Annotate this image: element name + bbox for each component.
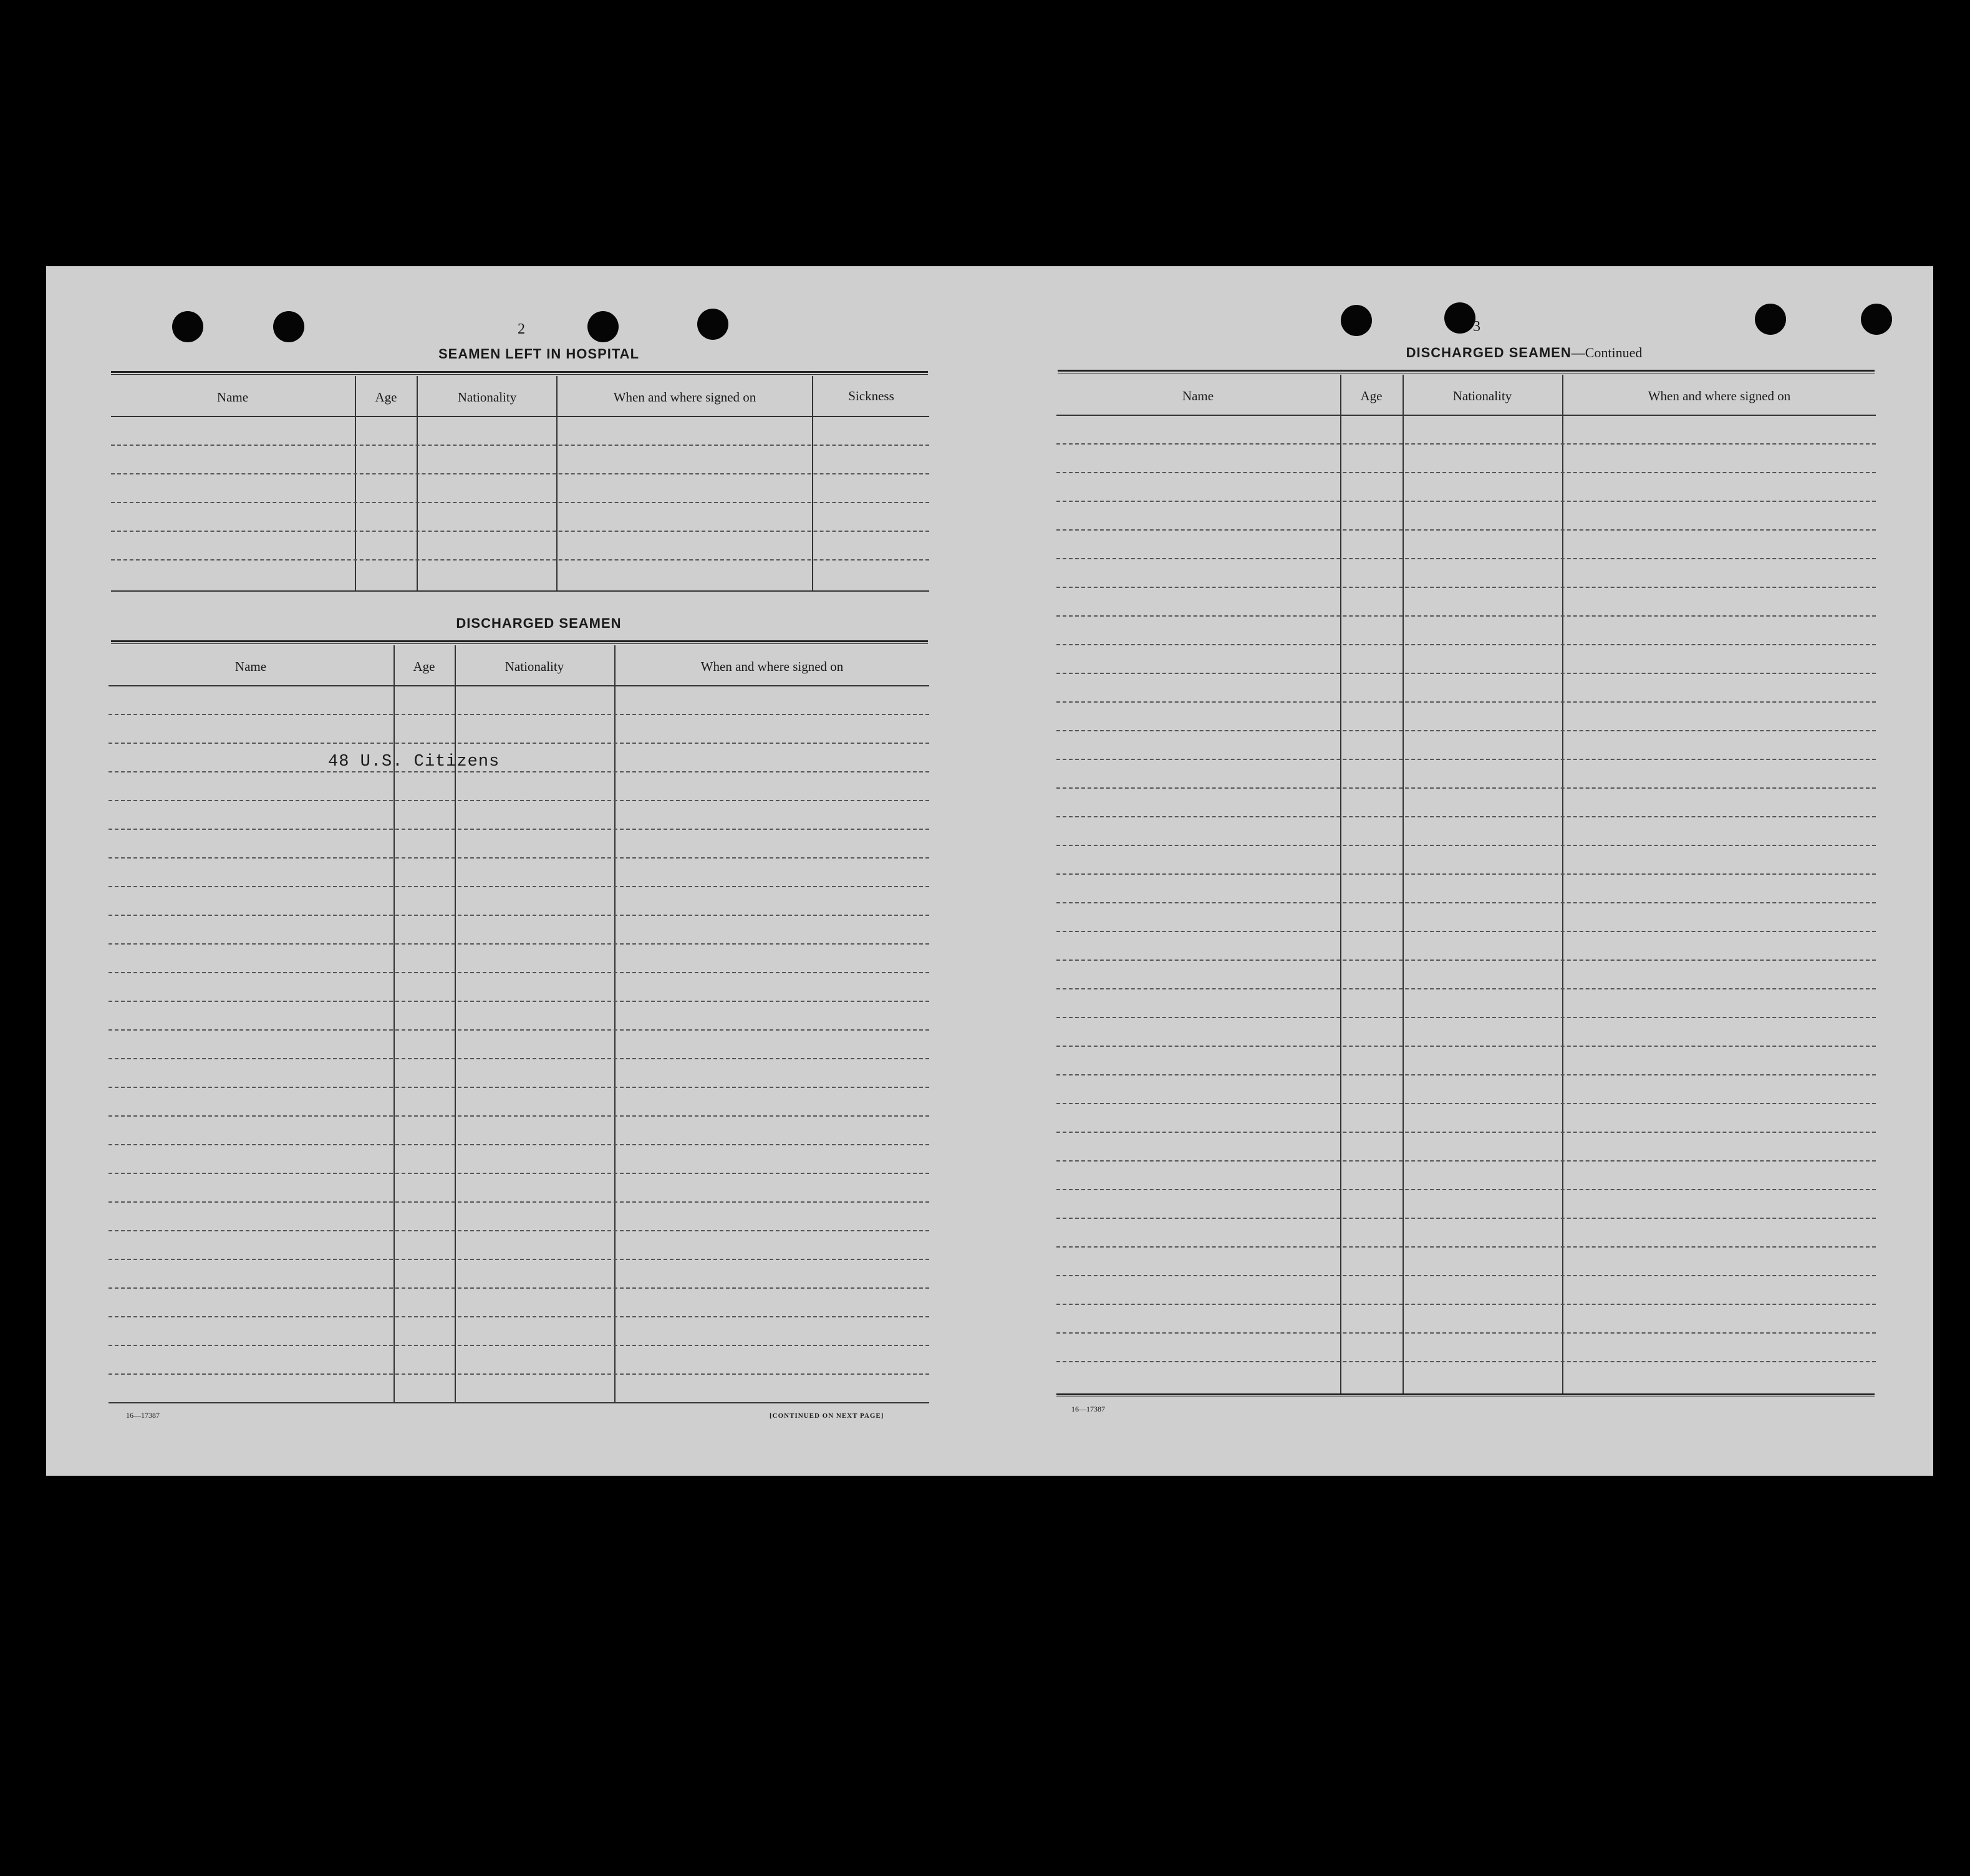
table-row — [109, 1259, 929, 1260]
typed-entry: 48 U.S. Citizens — [328, 753, 500, 771]
table-row — [109, 886, 929, 887]
table-row — [1056, 960, 1876, 961]
table-row — [1056, 1304, 1876, 1305]
table-row — [1056, 845, 1876, 846]
table-row — [1056, 1246, 1876, 1248]
table-row — [1056, 644, 1876, 645]
punch-hole — [172, 311, 203, 342]
table-row — [1056, 1189, 1876, 1190]
punch-hole — [697, 309, 728, 340]
table-row — [1056, 787, 1876, 789]
table-row — [1056, 873, 1876, 875]
column-header-signed-on: When and where signed on — [613, 390, 756, 405]
discharged-continued-table — [1056, 375, 1876, 1397]
document-sheet — [46, 266, 1933, 1476]
hospital-section-title: SEAMEN LEFT IN HOSPITAL — [438, 346, 640, 362]
table-row — [1056, 701, 1876, 703]
table-row — [1056, 529, 1876, 531]
header-rule — [1056, 415, 1876, 416]
table-row — [109, 1029, 929, 1031]
column-divider — [417, 376, 418, 590]
column-header-nationality: Nationality — [1452, 388, 1512, 403]
table-row — [1056, 1361, 1876, 1362]
table-row — [1056, 1074, 1876, 1075]
column-header-age: Age — [1360, 388, 1383, 403]
column-header-nationality: Nationality — [457, 390, 517, 405]
column-divider — [1340, 375, 1341, 1393]
table-row — [109, 972, 929, 973]
section-rule — [111, 371, 928, 375]
header-rule — [111, 416, 929, 417]
table-row — [1056, 759, 1876, 760]
title-continued: —Continued — [1571, 345, 1643, 360]
table-row — [109, 857, 929, 859]
table-row — [109, 714, 929, 715]
table-row — [1056, 673, 1876, 674]
column-divider — [812, 376, 813, 590]
table-row — [1056, 988, 1876, 989]
table-row — [111, 559, 929, 560]
column-header-sickness: Sickness — [848, 388, 894, 403]
table-row — [1056, 1275, 1876, 1276]
punch-hole — [1341, 305, 1372, 336]
table-row — [1056, 1132, 1876, 1133]
table-row — [1056, 1332, 1876, 1334]
column-header-name: Name — [216, 390, 249, 405]
section-rule — [111, 640, 928, 644]
table-row — [1056, 443, 1876, 445]
table-row — [109, 1173, 929, 1174]
form-number: 16—17387 — [1071, 1405, 1105, 1413]
table-row — [109, 1287, 929, 1289]
punch-hole — [587, 311, 619, 342]
table-row — [109, 1230, 929, 1231]
table-row — [109, 1087, 929, 1088]
column-divider — [1562, 375, 1563, 1393]
table-row — [109, 1144, 929, 1145]
table-row — [1056, 1103, 1876, 1104]
column-header-signed-on: When and where signed on — [700, 659, 844, 674]
table-row — [111, 502, 929, 503]
punch-hole — [1755, 304, 1786, 335]
column-header-name: Name — [234, 659, 267, 674]
table-row — [1056, 558, 1876, 559]
continued-note: [CONTINUED ON NEXT PAGE] — [770, 1412, 884, 1420]
table-row — [1056, 1160, 1876, 1162]
column-divider — [556, 376, 558, 590]
table-row — [109, 915, 929, 916]
page-number: 3 — [1473, 319, 1480, 335]
table-row — [1056, 615, 1876, 617]
discharged-section-title: DISCHARGED SEAMEN — [456, 615, 622, 631]
column-header-signed-on: When and where signed on — [1648, 388, 1791, 403]
table-row — [109, 1058, 929, 1059]
table-row — [109, 943, 929, 945]
table-bottom-rule — [111, 590, 929, 592]
discharged-continued-title — [1356, 345, 1692, 361]
table-row — [1056, 587, 1876, 588]
section-rule — [1058, 370, 1875, 373]
table-row — [1056, 1218, 1876, 1219]
table-row — [111, 531, 929, 532]
column-header-age: Age — [413, 659, 435, 674]
column-header-name: Name — [1182, 388, 1214, 403]
table-row — [111, 445, 929, 446]
page-number: 2 — [518, 321, 525, 337]
form-number: 16—17387 — [126, 1411, 160, 1420]
table-row — [1056, 902, 1876, 903]
header-rule — [109, 685, 929, 686]
table-row — [109, 743, 929, 744]
table-row — [1056, 472, 1876, 473]
hospital-table — [111, 376, 929, 594]
discharged-table — [109, 645, 929, 1425]
punch-hole — [273, 311, 304, 342]
table-row — [109, 829, 929, 830]
table-row — [1056, 816, 1876, 817]
table-row — [1056, 1017, 1876, 1018]
table-bottom-rule — [109, 1402, 929, 1403]
table-bottom-rule — [1056, 1393, 1875, 1397]
punch-hole — [1861, 304, 1892, 335]
table-row — [109, 1316, 929, 1317]
left-page — [46, 266, 1007, 1476]
table-row — [109, 1373, 929, 1375]
table-row — [1056, 1046, 1876, 1047]
table-row — [109, 771, 929, 772]
table-row — [109, 1201, 929, 1203]
table-row — [109, 1115, 929, 1117]
table-row — [111, 473, 929, 474]
column-header-age: Age — [375, 390, 397, 405]
column-header-nationality: Nationality — [505, 659, 564, 674]
column-divider — [1403, 375, 1404, 1393]
table-row — [109, 1345, 929, 1346]
column-divider — [355, 376, 356, 590]
title-main: DISCHARGED SEAMEN — [1406, 345, 1572, 360]
right-page — [1007, 266, 1933, 1476]
table-row — [1056, 501, 1876, 502]
table-row — [1056, 730, 1876, 731]
table-row — [1056, 931, 1876, 932]
table-row — [109, 1001, 929, 1002]
table-row — [109, 800, 929, 801]
